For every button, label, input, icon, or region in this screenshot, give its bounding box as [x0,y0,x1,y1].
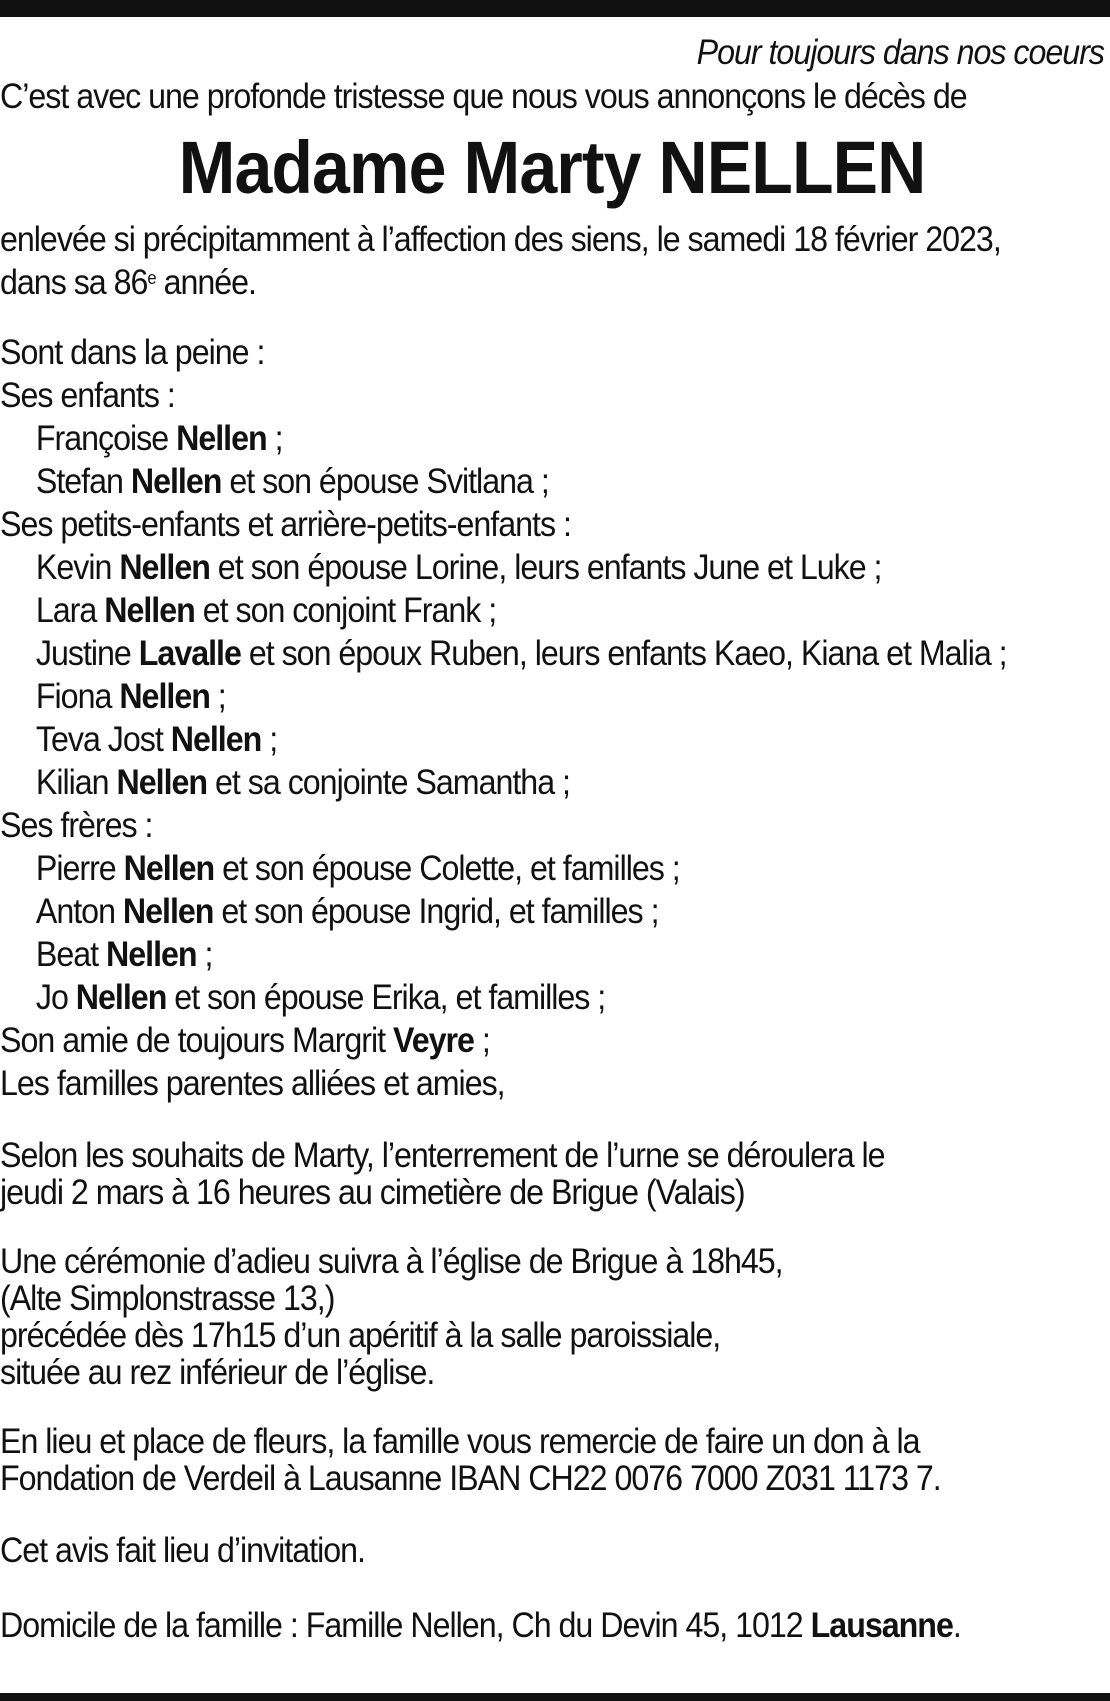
ordinal-suffix: e [147,268,156,288]
ceremony-line: située au rez inférieur de l’église. [0,1353,435,1392]
ceremony-line: précédée dès 17h15 d’un apéritif à la salle paroissiale, [0,1316,721,1355]
deceased-name: Madame Marty NELLEN [178,126,926,209]
family-domicile: Domicile de la famille : Famille Nellen, Ch du Devin 45, 1012 Lausanne. [0,1606,961,1645]
age-suffix: année. [155,263,256,302]
obituary-notice [0,30,1104,1647]
death-notice-line: enlevée si précipitamment à l’affection des siens, le samedi 18 février 2023, [0,220,1001,259]
list-item: Lara Nellen et son conjoint Frank ; [35,591,497,630]
age-line [0,261,1021,304]
list-item: Stefan Nellen et son épouse Svitlana ; [35,462,549,501]
donation-info [0,1423,1021,1497]
ceremony-line: (Alte Simplonstrasse 13,) [0,1279,335,1318]
list-item: Justine Lavalle et son époux Ruben, leurs enfants Kaeo, Kiana et Malia ; [35,634,1007,673]
mourners-heading: Sont dans la peine : [0,333,265,372]
burial-info [0,1137,1021,1211]
bottom-border-rule [0,1693,1110,1701]
list-item: Fiona Nellen ; [35,677,226,716]
age-prefix: dans sa 86 [0,263,148,302]
intro-text: C’est avec une profonde tristesse que nous vous annonçons le décès de [0,77,967,116]
list-item: Jo Nellen et son épouse Erika, et familles ; [35,978,606,1017]
list-item: Anton Nellen et son épouse Ingrid, et familles ; [35,892,659,931]
families-line: Les familles parentes alliées et amies, [0,1064,505,1103]
list-item: Kevin Nellen et son épouse Lorine, leurs enfants June et Luke ; [35,548,882,587]
ceremony-line: Une cérémonie d’adieu suivra à l’église de Brigue à 18h45, [0,1242,783,1281]
invitation-note: Cet avis fait lieu d’invitation. [0,1531,365,1570]
list-item: Françoise Nellen ; [35,419,283,458]
list-item: Kilian Nellen et sa conjointe Samantha ; [35,763,570,802]
burial-line: Selon les souhaits de Marty, l’enterrement de l’urne se déroulera le [0,1136,885,1175]
mourners-list [0,331,1021,1105]
burial-line: jeudi 2 mars à 16 heures au cimetière de Brigue (Valais) [0,1173,745,1212]
list-item: Pierre Nellen et son épouse Colette, et familles ; [35,849,680,888]
list-item: Beat Nellen ; [35,935,213,974]
donation-line: Fondation de Verdeil à Lausanne IBAN CH22 0076 7000 Z031 1173 7. [0,1459,941,1498]
list-item: Teva Jost Nellen ; [35,720,278,759]
ceremony-info [0,1243,1021,1391]
friend-line: Son amie de toujours Margrit Veyre ; [0,1021,490,1060]
top-border-rule [0,0,1110,17]
brothers-heading: Ses frères : [0,806,153,845]
tagline: Pour toujours dans nos coeurs [696,33,1104,72]
children-heading: Ses enfants : [0,376,175,415]
grandchildren-heading: Ses petits-enfants et arrière-petits-enfants : [0,505,571,544]
death-notice [0,218,1021,304]
donation-line: En lieu et place de fleurs, la famille vous remercie de faire un don à la [0,1422,920,1461]
